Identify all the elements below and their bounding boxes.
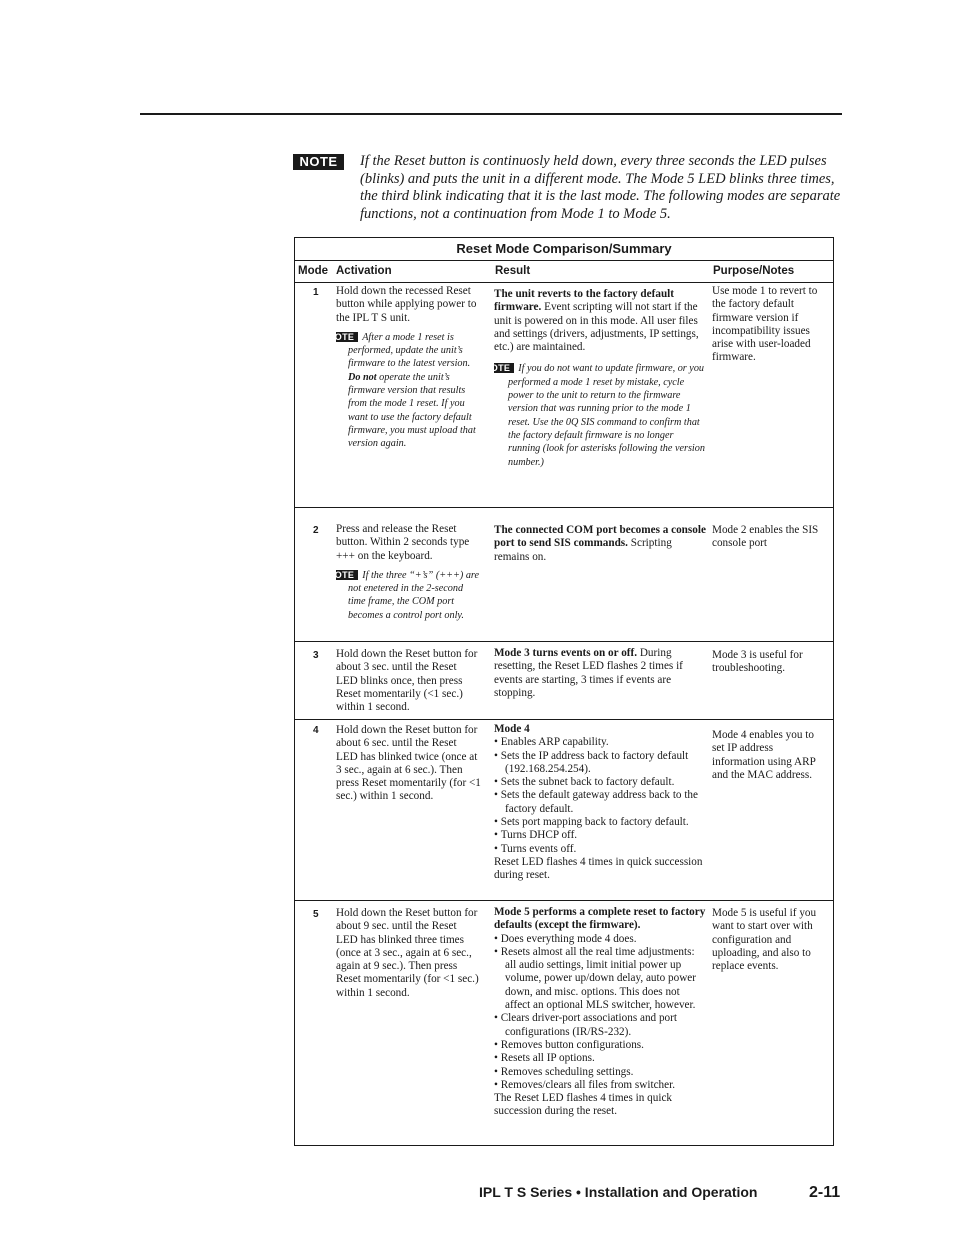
col-head-purpose: Purpose/Notes <box>713 265 795 277</box>
list-item: • Does everything mode 4 does. <box>494 933 706 946</box>
purpose-cell: Mode 5 is useful if you want to start over with configuration and uploading, and also to replace events. <box>712 907 817 973</box>
activation-text: Hold down the recessed Reset button while applying power to the IPL T S unit. <box>336 285 477 324</box>
note-text: After a mode 1 reset is performed, update the unit’s firmware to the latest version. <box>348 331 471 370</box>
purpose-cell: Mode 3 is useful for troubleshooting. <box>712 649 803 675</box>
list-item: • Removes button configurations. <box>494 1039 706 1052</box>
note-badge: NOTE <box>494 363 514 373</box>
page-note-text: If the Reset button is continuosly held down, every three seconds the LED pulses (blinks) and puts the unit in a different mode. The Mode 5 LED blinks three times, the third blink indicating that it is the last mode. The following modes are separate functions, not a continuation from Mode 1 to Mode 5. <box>360 153 841 223</box>
mode-number: 1 <box>313 287 319 298</box>
result-tail: Reset LED flashes 4 times in quick succession during reset. <box>494 855 703 882</box>
note-emphasis: Do not <box>348 371 377 383</box>
result-body: Scripting remains on. <box>494 537 672 563</box>
activation-cell: Hold down the Reset button for about 9 sec. until the Reset LED has blinked three times (once at 3 sec., again at 6 sec., again at 9 sec.). Then press Reset momentarily (for <1 sec.) within 1 second. <box>336 907 479 999</box>
table-title: Reset Mode Comparison/Summary <box>456 241 672 256</box>
list-item: • Turns events off. <box>494 843 706 856</box>
mode-number: 5 <box>313 909 319 920</box>
mode-number: 2 <box>313 525 319 536</box>
note-text: If you do not want to update firmware, or you performed a mode 1 reset by mistake, cycle power to the unit to return to the firmware version that was running prior to the mode 1 reset. Use the 0Q SIS command to confirm that the factory default firmware is no longer running (look for asterisks following the version number.) <box>508 363 705 468</box>
mode-number: 4 <box>313 725 319 736</box>
mode-number: 3 <box>313 650 319 661</box>
result-list <box>494 933 706 1093</box>
result-cell <box>494 906 706 1119</box>
purpose-cell: Mode 4 enables you to set IP address information using ARP and the MAC address. <box>712 729 816 781</box>
row-divider <box>295 641 833 642</box>
result-cell <box>494 647 706 700</box>
list-item: • Sets the subnet back to factory default. <box>494 776 706 789</box>
result-text <box>494 288 706 354</box>
note-text: operate the unit’s firmware version that results from the mode 1 reset. If you want to use the factory default firmware, you must upload that version again. <box>348 371 476 450</box>
footer-title: IPL T S Series • Installation and Operation <box>479 1184 758 1200</box>
result-body: Event scripting will not start if the unit is powered on in this mode. All user files and settings (drivers, adjustments, IP settings, etc.) are maintained. <box>494 301 699 354</box>
result-note <box>484 362 706 468</box>
activation-text: Press and release the Reset button. Within 2 seconds type +++ on the keyboard. <box>336 523 470 562</box>
list-item: • Clears driver-port associations and port configurations (IR/RS-232). <box>494 1012 706 1039</box>
col-head-result: Result <box>495 265 531 277</box>
result-heading: Mode 3 turns events on or off. <box>494 647 638 659</box>
list-item: • Sets the default gateway address back to the factory default. <box>494 789 706 816</box>
note-badge: NOTE <box>336 570 358 580</box>
activation-note <box>328 331 481 451</box>
row-divider <box>295 719 833 720</box>
result-heading: Mode 4 <box>494 723 530 735</box>
result-cell <box>494 723 706 883</box>
note-badge: NOTE <box>293 154 344 170</box>
page-number: 2-11 <box>809 1184 841 1201</box>
note-badge: NOTE <box>336 332 358 342</box>
header-divider <box>295 282 833 283</box>
row-divider <box>295 507 833 508</box>
result-heading: Mode 5 performs a complete reset to factory defaults (except the firmware). <box>494 906 706 932</box>
col-head-mode: Mode <box>298 265 329 277</box>
activation-cell: Hold down the Reset button for about 3 sec. until the Reset LED blinks once, then press Reset momentarily (<1 sec.) within 1 second. <box>336 648 478 714</box>
result-heading: The unit reverts to the factory default firmware. <box>494 288 674 314</box>
activation-cell: Hold down the Reset button for about 6 sec. until the Reset LED has blinked twice (once at 3 sec., again at 6 sec.). Then press Reset momentarily (for <1 sec.) within 1 second. <box>336 724 481 803</box>
col-head-activation: Activation <box>336 265 392 277</box>
list-item: • Sets the IP address back to factory default (192.168.254.254). <box>494 750 706 777</box>
list-item: • Sets port mapping back to factory default. <box>494 816 706 829</box>
list-item: • Enables ARP capability. <box>494 736 706 749</box>
purpose-cell: Mode 2 enables the SIS console port <box>712 524 819 550</box>
result-tail: The Reset LED flashes 4 times in quick succession during the reset. <box>494 1092 673 1118</box>
title-divider <box>295 260 833 261</box>
result-body: During resetting, the Reset LED flashes 2 times if events are starting, 3 times if events are stopping. <box>494 647 683 699</box>
activation-note <box>328 569 481 622</box>
list-item: • Turns DHCP off. <box>494 829 706 842</box>
activation-cell <box>328 523 481 622</box>
header-rule <box>140 113 842 115</box>
result-heading: The connected COM port becomes a console port to send SIS commands. <box>494 524 706 550</box>
result-cell <box>494 524 706 564</box>
result-cell <box>484 288 706 469</box>
list-item: • Resets almost all the real time adjustments: all audio settings, limit initial power up volume, power up/down delay, auto power down, and misc. options. This does not affect an optional MLS switcher, however. <box>494 946 706 1012</box>
list-item: • Resets all IP options. <box>494 1052 706 1065</box>
reset-mode-table <box>294 237 834 1146</box>
activation-cell <box>328 285 481 451</box>
list-item: • Removes/clears all files from switcher. <box>494 1079 706 1092</box>
row-divider <box>295 900 833 901</box>
list-item: • Removes scheduling settings. <box>494 1066 706 1079</box>
purpose-cell: Use mode 1 to revert to the factory default firmware version if incompatibility issues arise with user-loaded firmware. <box>712 285 818 364</box>
note-text: If the three “+’s” (+++) are not enetered in the 2-second time frame, the COM port becomes a control port only. <box>348 569 480 621</box>
result-list <box>494 736 706 856</box>
